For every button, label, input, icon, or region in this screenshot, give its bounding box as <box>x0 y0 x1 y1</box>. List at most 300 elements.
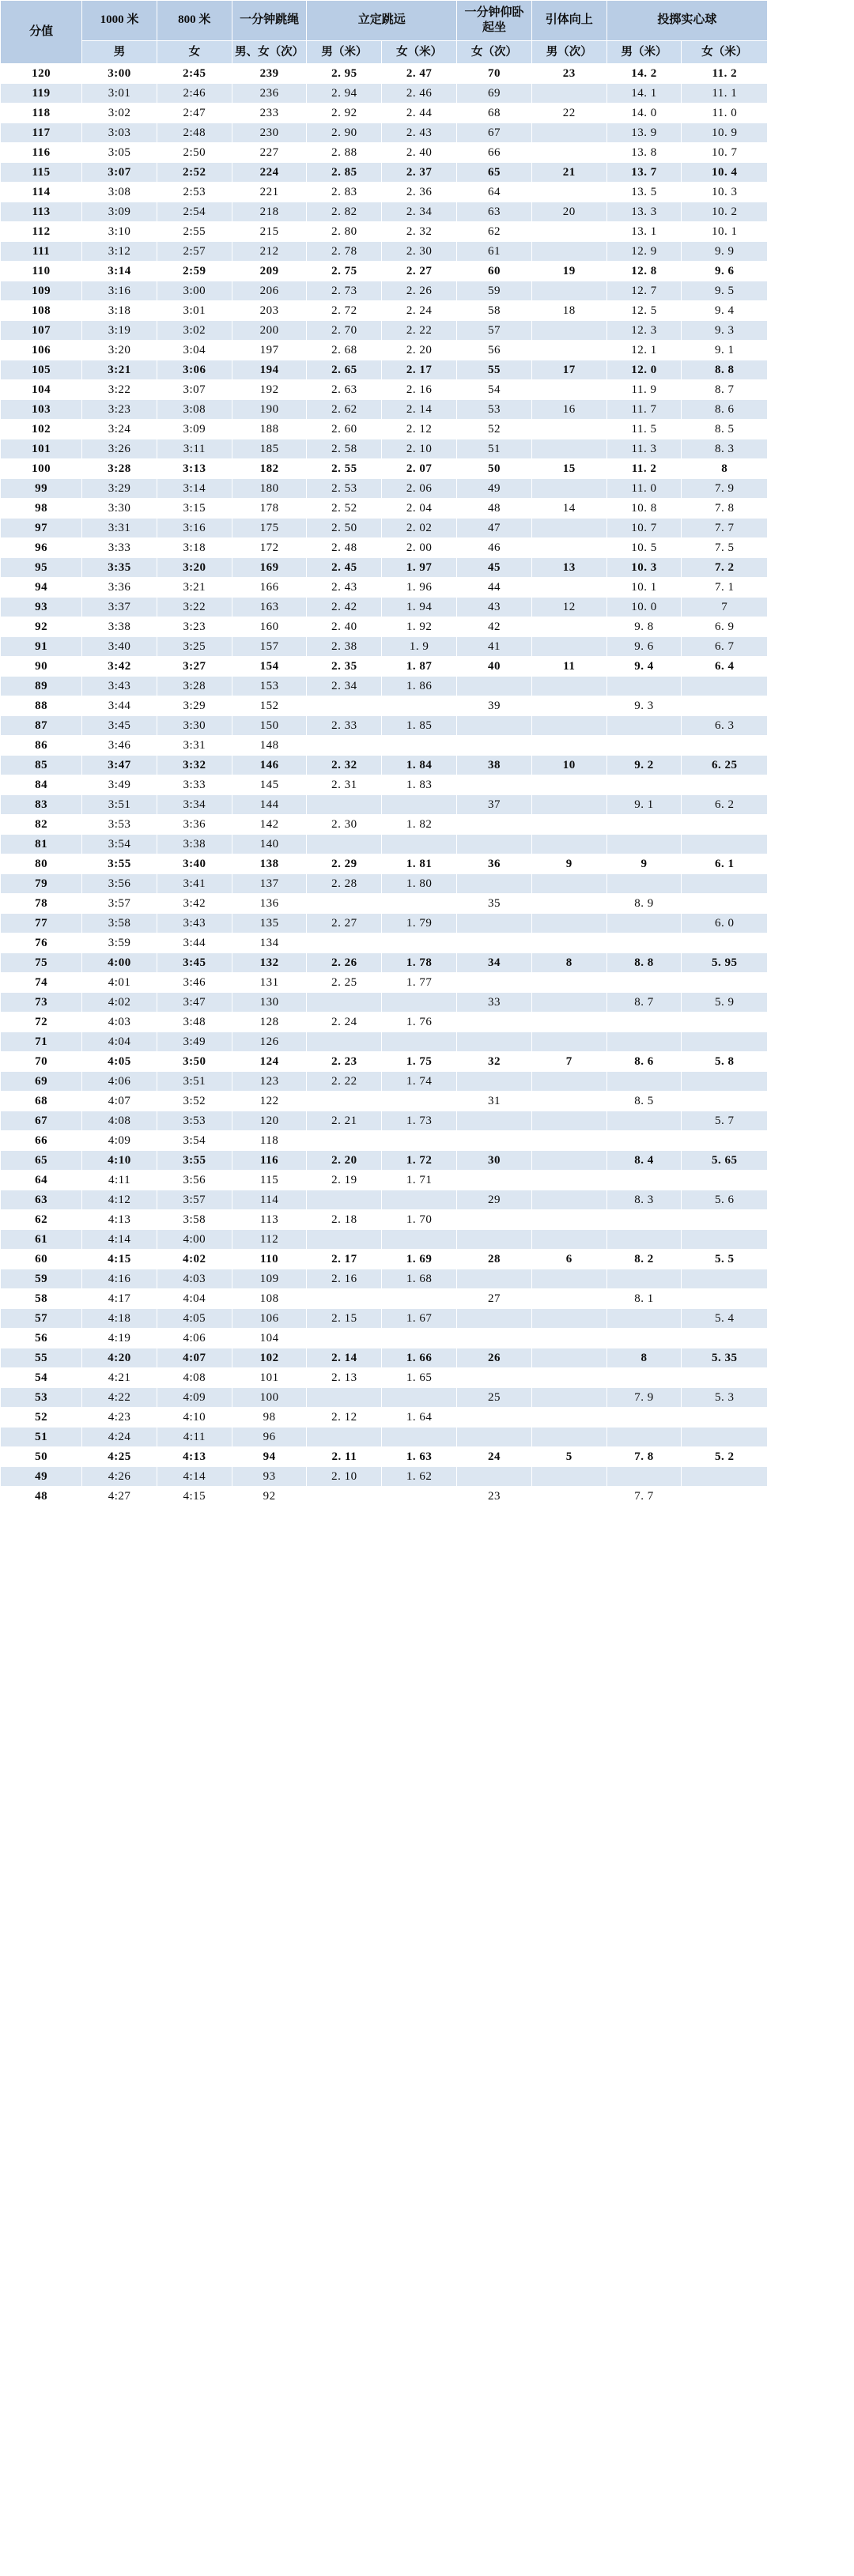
table-row <box>1 1209 854 1229</box>
data-cell: 3:36 <box>82 577 157 597</box>
data-cell <box>457 834 532 854</box>
score-value-cell: 80 <box>1 854 82 873</box>
data-cell <box>457 775 532 794</box>
score-value-cell: 60 <box>1 1249 82 1269</box>
data-cell: 2. 47 <box>382 63 457 83</box>
data-cell: 4:01 <box>82 972 157 992</box>
data-cell: 239 <box>232 63 307 83</box>
table-row <box>1 1032 854 1051</box>
data-cell <box>606 1111 682 1130</box>
data-cell: 3:07 <box>82 162 157 182</box>
data-cell: 1. 69 <box>382 1249 457 1269</box>
table-row <box>1 1051 854 1071</box>
data-cell <box>682 1170 768 1190</box>
data-cell: 3:22 <box>157 597 232 617</box>
data-cell <box>457 1328 532 1348</box>
data-cell: 3:46 <box>157 972 232 992</box>
data-cell: 2. 34 <box>382 202 457 221</box>
data-cell <box>682 775 768 794</box>
data-cell: 1. 67 <box>382 1308 457 1328</box>
data-cell: 2. 33 <box>307 715 382 735</box>
data-cell: 10 <box>531 755 606 775</box>
data-cell <box>307 893 382 913</box>
data-cell: 10. 9 <box>682 123 768 142</box>
data-cell: 2. 42 <box>307 597 382 617</box>
data-cell: 2. 26 <box>307 952 382 972</box>
data-cell <box>457 1407 532 1427</box>
data-cell: 29 <box>457 1190 532 1209</box>
data-cell <box>682 834 768 854</box>
score-value-cell: 102 <box>1 419 82 439</box>
data-cell: 7. 1 <box>682 577 768 597</box>
data-cell: 1. 85 <box>382 715 457 735</box>
table-row <box>1 1190 854 1209</box>
data-cell: 39 <box>457 696 532 715</box>
data-cell: 4:24 <box>82 1427 157 1446</box>
data-cell: 140 <box>232 834 307 854</box>
data-cell: 11. 5 <box>606 419 682 439</box>
data-cell: 2. 31 <box>307 775 382 794</box>
data-cell: 2. 92 <box>307 103 382 123</box>
data-cell: 98 <box>232 1407 307 1427</box>
data-cell: 20 <box>531 202 606 221</box>
data-cell: 9. 9 <box>682 241 768 261</box>
data-cell: 4:20 <box>82 1348 157 1367</box>
data-cell: 194 <box>232 360 307 379</box>
table-row <box>1 834 854 854</box>
data-cell: 2. 85 <box>307 162 382 182</box>
data-cell <box>606 1071 682 1091</box>
data-cell <box>382 992 457 1012</box>
data-cell: 21 <box>531 162 606 182</box>
data-cell: 11 <box>531 656 606 676</box>
score-value-cell: 118 <box>1 103 82 123</box>
data-cell: 109 <box>232 1269 307 1288</box>
data-cell: 23 <box>457 1486 532 1506</box>
data-cell <box>531 1012 606 1032</box>
data-cell: 5. 2 <box>682 1446 768 1466</box>
subheader-ball-female: 女（米） <box>682 40 768 63</box>
data-cell: 1. 79 <box>382 913 457 933</box>
data-cell: 2. 15 <box>307 1308 382 1328</box>
data-cell: 102 <box>232 1348 307 1367</box>
score-value-cell: 104 <box>1 379 82 399</box>
score-value-cell: 116 <box>1 142 82 162</box>
data-cell: 2. 70 <box>307 320 382 340</box>
data-cell: 6. 1 <box>682 854 768 873</box>
data-cell: 4:13 <box>82 1209 157 1229</box>
score-value-cell: 96 <box>1 537 82 557</box>
data-cell: 2. 95 <box>307 63 382 83</box>
data-cell: 2. 00 <box>382 537 457 557</box>
data-cell: 60 <box>457 261 532 281</box>
score-value-cell: 88 <box>1 696 82 715</box>
data-cell <box>606 834 682 854</box>
data-cell <box>606 1427 682 1446</box>
data-cell: 3:32 <box>157 755 232 775</box>
data-cell <box>307 1190 382 1209</box>
data-cell: 3:38 <box>157 834 232 854</box>
header-group-row <box>1 1 854 41</box>
data-cell: 3:45 <box>82 715 157 735</box>
table-row <box>1 1367 854 1387</box>
data-cell: 64 <box>457 182 532 202</box>
score-value-cell: 79 <box>1 873 82 893</box>
data-cell: 2. 25 <box>307 972 382 992</box>
table-row <box>1 1071 854 1091</box>
data-cell: 1. 75 <box>382 1051 457 1071</box>
table-row <box>1 320 854 340</box>
data-cell: 9. 3 <box>606 696 682 715</box>
data-cell: 13. 8 <box>606 142 682 162</box>
header-subrow <box>1 40 854 63</box>
data-cell: 2. 36 <box>382 182 457 202</box>
data-cell: 9. 1 <box>606 794 682 814</box>
data-cell <box>307 834 382 854</box>
data-cell: 2. 06 <box>382 478 457 498</box>
data-cell <box>531 696 606 715</box>
data-cell: 2:45 <box>157 63 232 83</box>
data-cell: 3:08 <box>157 399 232 419</box>
data-cell: 12. 3 <box>606 320 682 340</box>
data-cell <box>457 1269 532 1288</box>
score-value-cell: 120 <box>1 63 82 83</box>
data-cell: 178 <box>232 498 307 518</box>
data-cell <box>307 933 382 952</box>
data-cell: 2. 40 <box>382 142 457 162</box>
header-pullups: 引体向上 <box>531 1 606 41</box>
data-cell: 18 <box>531 300 606 320</box>
data-cell: 3:31 <box>157 735 232 755</box>
data-cell: 32 <box>457 1051 532 1071</box>
data-cell <box>531 1229 606 1249</box>
data-cell: 2. 75 <box>307 261 382 281</box>
table-row <box>1 1012 854 1032</box>
data-cell: 2. 62 <box>307 399 382 419</box>
data-cell <box>531 893 606 913</box>
data-cell: 96 <box>232 1427 307 1446</box>
data-cell: 7. 9 <box>682 478 768 498</box>
data-cell: 146 <box>232 755 307 775</box>
data-cell: 3:21 <box>157 577 232 597</box>
data-cell <box>531 537 606 557</box>
table-row <box>1 340 854 360</box>
data-cell: 185 <box>232 439 307 458</box>
data-cell: 2:54 <box>157 202 232 221</box>
data-cell: 3:26 <box>82 439 157 458</box>
score-value-cell: 62 <box>1 1209 82 1229</box>
table-row <box>1 1348 854 1367</box>
data-cell: 8. 9 <box>606 893 682 913</box>
data-cell: 3:19 <box>82 320 157 340</box>
data-cell: 8. 7 <box>606 992 682 1012</box>
data-cell: 2. 11 <box>307 1446 382 1466</box>
data-cell: 2. 30 <box>307 814 382 834</box>
score-value-cell: 112 <box>1 221 82 241</box>
data-cell <box>382 1130 457 1150</box>
data-cell: 3:20 <box>82 340 157 360</box>
data-cell: 131 <box>232 972 307 992</box>
data-cell: 3:43 <box>82 676 157 696</box>
data-cell <box>531 1190 606 1209</box>
table-row <box>1 261 854 281</box>
data-cell: 153 <box>232 676 307 696</box>
data-cell <box>606 1170 682 1190</box>
table-row <box>1 281 854 300</box>
data-cell: 2. 22 <box>382 320 457 340</box>
data-cell <box>531 1071 606 1091</box>
score-value-cell: 48 <box>1 1486 82 1506</box>
data-cell: 10. 7 <box>606 518 682 537</box>
score-value-cell: 83 <box>1 794 82 814</box>
data-cell <box>682 1288 768 1308</box>
data-cell: 34 <box>457 952 532 972</box>
data-cell: 50 <box>457 458 532 478</box>
data-cell: 15 <box>531 458 606 478</box>
data-cell: 150 <box>232 715 307 735</box>
data-cell: 1. 94 <box>382 597 457 617</box>
table-row <box>1 498 854 518</box>
data-cell <box>531 1387 606 1407</box>
data-cell: 4:02 <box>82 992 157 1012</box>
data-cell: 13. 5 <box>606 182 682 202</box>
data-cell <box>531 1367 606 1387</box>
data-cell: 6. 9 <box>682 617 768 636</box>
table-row <box>1 775 854 794</box>
data-cell: 10. 1 <box>606 577 682 597</box>
score-value-cell: 110 <box>1 261 82 281</box>
data-cell: 115 <box>232 1170 307 1190</box>
table-row <box>1 123 854 142</box>
data-cell <box>382 1328 457 1348</box>
data-cell <box>307 696 382 715</box>
data-cell: 3:58 <box>157 1209 232 1229</box>
data-cell: 7. 5 <box>682 537 768 557</box>
data-cell: 2. 24 <box>307 1012 382 1032</box>
data-cell: 142 <box>232 814 307 834</box>
data-cell: 188 <box>232 419 307 439</box>
table-row <box>1 617 854 636</box>
data-cell: 136 <box>232 893 307 913</box>
data-cell: 30 <box>457 1150 532 1170</box>
table-row <box>1 1486 854 1506</box>
data-cell: 2. 43 <box>307 577 382 597</box>
data-cell <box>682 1466 768 1486</box>
data-cell <box>457 1130 532 1150</box>
data-cell: 9. 6 <box>606 636 682 656</box>
data-cell: 63 <box>457 202 532 221</box>
data-cell: 3:24 <box>82 419 157 439</box>
data-cell: 3:15 <box>157 498 232 518</box>
score-value-cell: 99 <box>1 478 82 498</box>
data-cell: 2. 22 <box>307 1071 382 1091</box>
table-row <box>1 478 854 498</box>
data-cell <box>606 775 682 794</box>
data-cell: 3:29 <box>82 478 157 498</box>
table-row <box>1 1427 854 1446</box>
data-cell: 2. 19 <box>307 1170 382 1190</box>
data-cell: 3:50 <box>157 1051 232 1071</box>
score-value-cell: 90 <box>1 656 82 676</box>
score-value-cell: 108 <box>1 300 82 320</box>
data-cell: 106 <box>232 1308 307 1328</box>
data-cell: 3:44 <box>82 696 157 715</box>
data-cell: 3:53 <box>82 814 157 834</box>
data-cell <box>307 1130 382 1150</box>
data-cell: 2:48 <box>157 123 232 142</box>
data-cell: 4:10 <box>82 1150 157 1170</box>
data-cell: 2:52 <box>157 162 232 182</box>
data-cell: 5. 65 <box>682 1150 768 1170</box>
data-cell: 5. 4 <box>682 1308 768 1328</box>
data-cell <box>606 735 682 755</box>
score-value-cell: 63 <box>1 1190 82 1209</box>
data-cell <box>531 1427 606 1446</box>
data-cell: 114 <box>232 1190 307 1209</box>
data-cell: 65 <box>457 162 532 182</box>
data-cell: 2. 83 <box>307 182 382 202</box>
data-cell: 8. 4 <box>606 1150 682 1170</box>
data-cell: 3:38 <box>82 617 157 636</box>
data-cell: 12 <box>531 597 606 617</box>
data-cell: 3:00 <box>157 281 232 300</box>
data-cell: 3:30 <box>82 498 157 518</box>
data-cell: 4:18 <box>82 1308 157 1328</box>
data-cell: 4:07 <box>82 1091 157 1111</box>
data-cell: 7 <box>682 597 768 617</box>
data-cell: 8. 5 <box>682 419 768 439</box>
score-value-cell: 81 <box>1 834 82 854</box>
data-cell <box>531 715 606 735</box>
data-cell: 3:47 <box>82 755 157 775</box>
data-cell <box>606 1130 682 1150</box>
data-cell: 2:47 <box>157 103 232 123</box>
data-cell: 5. 9 <box>682 992 768 1012</box>
score-value-cell: 107 <box>1 320 82 340</box>
table-row <box>1 696 854 715</box>
data-cell: 4:17 <box>82 1288 157 1308</box>
data-cell: 138 <box>232 854 307 873</box>
data-cell: 3:04 <box>157 340 232 360</box>
data-cell: 2. 04 <box>382 498 457 518</box>
data-cell: 14. 2 <box>606 63 682 83</box>
score-value-cell: 115 <box>1 162 82 182</box>
data-cell: 157 <box>232 636 307 656</box>
data-cell: 17 <box>531 360 606 379</box>
data-cell: 3:16 <box>157 518 232 537</box>
data-cell: 2. 90 <box>307 123 382 142</box>
data-cell: 3:44 <box>157 933 232 952</box>
table-row <box>1 221 854 241</box>
data-cell: 163 <box>232 597 307 617</box>
data-cell: 3:55 <box>82 854 157 873</box>
data-cell <box>682 1071 768 1091</box>
data-cell: 145 <box>232 775 307 794</box>
data-cell: 1. 71 <box>382 1170 457 1190</box>
data-cell <box>307 794 382 814</box>
data-cell <box>457 1466 532 1486</box>
data-cell: 3:29 <box>157 696 232 715</box>
data-cell: 2. 16 <box>382 379 457 399</box>
data-cell: 130 <box>232 992 307 1012</box>
score-value-cell: 77 <box>1 913 82 933</box>
data-cell: 135 <box>232 913 307 933</box>
table-row <box>1 577 854 597</box>
data-cell: 2. 38 <box>307 636 382 656</box>
data-cell <box>457 972 532 992</box>
data-cell: 4:03 <box>82 1012 157 1032</box>
table-row <box>1 1111 854 1130</box>
data-cell: 3:49 <box>157 1032 232 1051</box>
data-cell: 101 <box>232 1367 307 1387</box>
data-cell: 40 <box>457 656 532 676</box>
data-cell <box>531 933 606 952</box>
data-cell: 2. 27 <box>382 261 457 281</box>
data-cell <box>531 1466 606 1486</box>
data-cell <box>682 1269 768 1288</box>
data-cell <box>382 1091 457 1111</box>
data-cell: 12. 5 <box>606 300 682 320</box>
data-cell: 48 <box>457 498 532 518</box>
data-cell: 2. 07 <box>382 458 457 478</box>
data-cell: 3:09 <box>82 202 157 221</box>
score-value-cell: 114 <box>1 182 82 202</box>
data-cell: 27 <box>457 1288 532 1308</box>
data-cell <box>682 873 768 893</box>
score-value-cell: 70 <box>1 1051 82 1071</box>
data-cell: 13. 1 <box>606 221 682 241</box>
data-cell <box>531 1111 606 1130</box>
table-row <box>1 1150 854 1170</box>
table-row <box>1 972 854 992</box>
data-cell <box>606 1308 682 1328</box>
data-cell: 4:15 <box>157 1486 232 1506</box>
data-cell <box>682 735 768 755</box>
data-cell: 3:49 <box>82 775 157 794</box>
data-cell: 12. 9 <box>606 241 682 261</box>
data-cell: 8. 7 <box>682 379 768 399</box>
data-cell <box>531 1209 606 1229</box>
table-row <box>1 1466 854 1486</box>
data-cell: 1. 72 <box>382 1150 457 1170</box>
data-cell: 14. 1 <box>606 83 682 103</box>
data-cell: 2. 28 <box>307 873 382 893</box>
table-row <box>1 1091 854 1111</box>
data-cell: 2. 46 <box>382 83 457 103</box>
data-cell: 7. 8 <box>606 1446 682 1466</box>
data-cell: 11. 0 <box>682 103 768 123</box>
data-cell <box>457 715 532 735</box>
data-cell: 2. 20 <box>382 340 457 360</box>
data-cell <box>382 1427 457 1446</box>
data-cell: 175 <box>232 518 307 537</box>
data-cell: 93 <box>232 1466 307 1486</box>
data-cell: 7 <box>531 1051 606 1071</box>
data-cell: 2. 30 <box>382 241 457 261</box>
table-row <box>1 715 854 735</box>
data-cell <box>531 617 606 636</box>
table-row <box>1 755 854 775</box>
data-cell <box>531 794 606 814</box>
data-cell <box>531 834 606 854</box>
data-cell: 4:00 <box>82 952 157 972</box>
data-cell: 11. 0 <box>606 478 682 498</box>
data-cell: 1. 96 <box>382 577 457 597</box>
score-value-cell: 57 <box>1 1308 82 1328</box>
header-situps: 一分钟仰卧起坐 <box>457 1 532 41</box>
table-row <box>1 63 854 83</box>
data-cell <box>307 1032 382 1051</box>
